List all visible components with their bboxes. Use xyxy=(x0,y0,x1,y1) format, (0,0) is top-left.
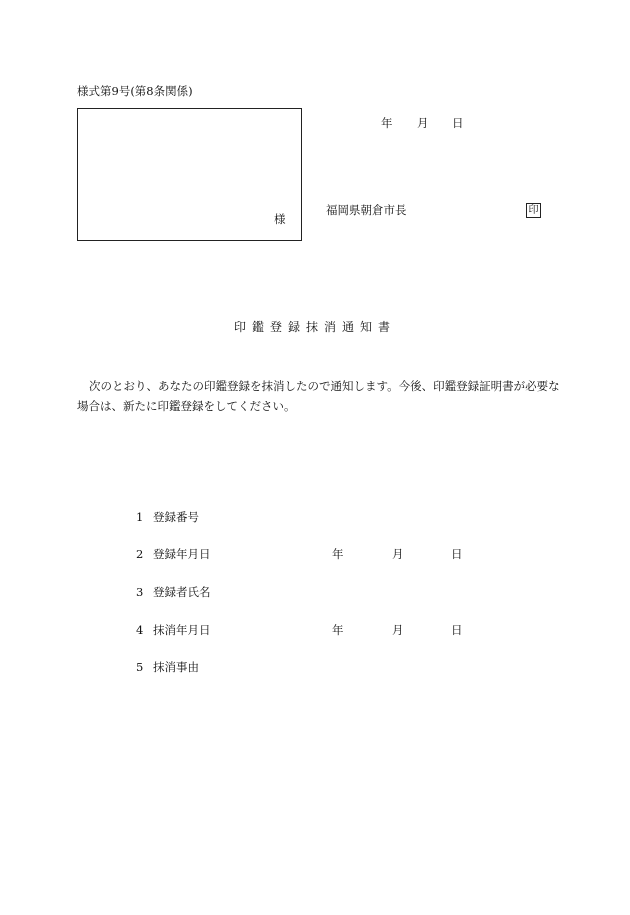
addressee-honorific: 様 xyxy=(274,212,286,226)
item-cancellation-reason xyxy=(136,662,199,674)
item-label: 登録番号 xyxy=(153,510,199,524)
notice-body: 次のとおり、あなたの印鑑登録を抹消したので通知します。今後、印鑑登録証明書が必要な場合は、新たに印鑑登録をしてください。 xyxy=(77,379,560,413)
seal-mark: 印 xyxy=(526,203,541,218)
cancellation-date-month: 月 xyxy=(392,623,404,637)
item-label: 登録者氏名 xyxy=(153,585,211,599)
item-label: 抹消事由 xyxy=(153,660,199,674)
item-number: 5 xyxy=(136,660,144,674)
issue-date-day: 日 xyxy=(452,116,464,130)
item-number: 1 xyxy=(136,510,144,524)
item-number: 2 xyxy=(136,547,144,561)
form-number: 様式第9号(第8条関係) xyxy=(77,84,193,98)
cancellation-date-day: 日 xyxy=(451,623,463,637)
item-label: 抹消年月日 xyxy=(153,623,211,637)
item-number: 4 xyxy=(136,623,144,637)
registration-date-month: 月 xyxy=(392,547,404,561)
item-registrant-name xyxy=(136,587,211,599)
addressee-box xyxy=(77,108,302,241)
item-cancellation-date xyxy=(136,625,211,637)
item-registration-number xyxy=(136,512,199,524)
cancellation-date-year: 年 xyxy=(332,623,344,637)
issue-date-month: 月 xyxy=(417,116,429,130)
item-registration-date xyxy=(136,549,211,561)
item-number: 3 xyxy=(136,585,144,599)
document-title: 印鑑登録抹消通知書 xyxy=(233,320,396,334)
issue-date-year: 年 xyxy=(381,116,393,130)
issuer-name: 福岡県朝倉市長 xyxy=(326,203,407,217)
item-label: 登録年月日 xyxy=(153,547,211,561)
registration-date-day: 日 xyxy=(451,547,463,561)
registration-date-year: 年 xyxy=(332,547,344,561)
